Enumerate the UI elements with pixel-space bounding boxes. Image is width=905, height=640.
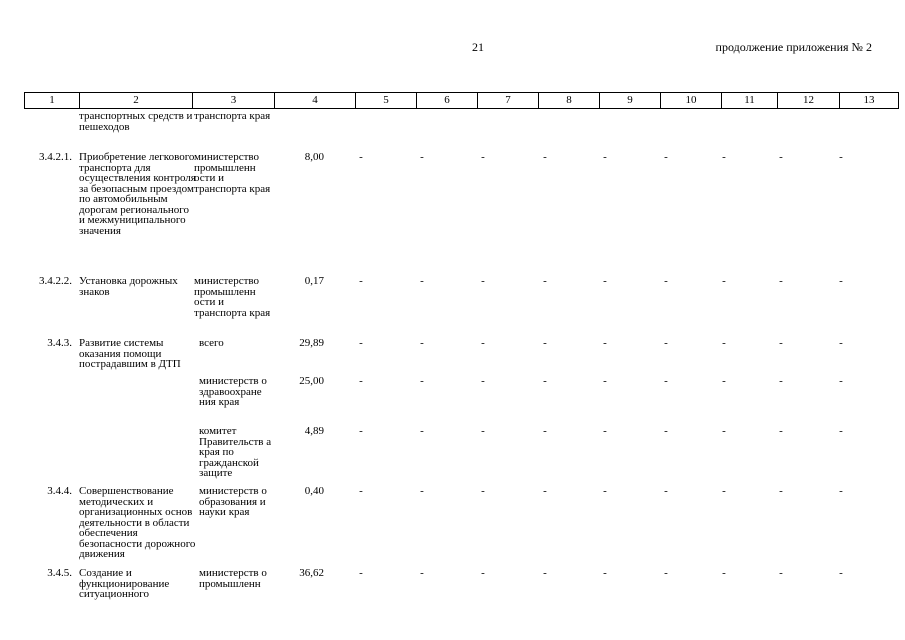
empty-cell-dash: - [722, 567, 726, 579]
row-executor: министерств о образования и науки края [199, 485, 267, 518]
empty-cell-dash: - [481, 337, 485, 349]
column-header: 10 [661, 93, 722, 109]
column-header: 2 [80, 93, 193, 109]
empty-cell-dash: - [481, 567, 485, 579]
column-header: 4 [275, 93, 356, 109]
empty-cell-dash: - [779, 375, 783, 387]
empty-cell-dash: - [722, 275, 726, 287]
empty-cell-dash: - [359, 485, 363, 497]
empty-cell-dash: - [722, 425, 726, 437]
empty-cell-dash: - [420, 567, 424, 579]
row-value: 29,89 [299, 337, 324, 349]
empty-cell-dash: - [839, 375, 843, 387]
empty-cell-dash: - [722, 337, 726, 349]
row-executor: министерство промышленн ости и транспорта края [194, 151, 271, 195]
row-number: 3.4.2.2. [39, 275, 72, 287]
row-name: Приобретение легкового транспорта для осуществления контроля за безопасным проездом по автомобильным дорогам регионального и межмуниципального значения [79, 151, 196, 237]
empty-cell-dash: - [664, 485, 668, 497]
row-executor: транспорта края [194, 110, 271, 122]
row-name: Развитие системы оказания помощи пострадавшим в ДТП [79, 337, 181, 370]
empty-cell-dash: - [603, 567, 607, 579]
empty-cell-dash: - [664, 375, 668, 387]
empty-cell-dash: - [664, 425, 668, 437]
row-executor: министерств о здравоохране ния края [199, 375, 267, 408]
row-value: 0,40 [304, 485, 324, 497]
empty-cell-dash: - [839, 567, 843, 579]
empty-cell-dash: - [359, 275, 363, 287]
empty-cell-dash: - [839, 151, 843, 163]
empty-cell-dash: - [359, 425, 363, 437]
empty-cell-dash: - [722, 151, 726, 163]
empty-cell-dash: - [420, 485, 424, 497]
column-header: 9 [600, 93, 661, 109]
column-header: 7 [478, 93, 539, 109]
row-name: Совершенствование методических и организационных основ деятельности в области обеспечения безопасности дорожного движения [79, 485, 196, 560]
column-header: 3 [193, 93, 275, 109]
row-value: 36,62 [299, 567, 324, 579]
empty-cell-dash: - [603, 275, 607, 287]
appendix-label: продолжение приложения № 2 [715, 40, 872, 54]
empty-cell-dash: - [359, 337, 363, 349]
row-name: Создание и функционирование ситуационного [79, 567, 170, 600]
column-header: 11 [722, 93, 778, 109]
empty-cell-dash: - [359, 567, 363, 579]
empty-cell-dash: - [481, 275, 485, 287]
column-header-row [24, 92, 899, 109]
empty-cell-dash: - [839, 425, 843, 437]
empty-cell-dash: - [359, 375, 363, 387]
empty-cell-dash: - [543, 337, 547, 349]
row-name: транспортных средств и пешеходов [79, 110, 193, 133]
row-executor: министерство промышленн ости и транспорта края [194, 275, 271, 319]
column-header: 13 [840, 93, 899, 109]
empty-cell-dash: - [481, 375, 485, 387]
empty-cell-dash: - [420, 337, 424, 349]
row-value: 4,89 [304, 425, 324, 437]
empty-cell-dash: - [420, 425, 424, 437]
empty-cell-dash: - [664, 567, 668, 579]
empty-cell-dash: - [543, 425, 547, 437]
empty-cell-dash: - [779, 275, 783, 287]
empty-cell-dash: - [420, 275, 424, 287]
column-header: 12 [778, 93, 840, 109]
empty-cell-dash: - [543, 375, 547, 387]
row-number: 3.4.5. [47, 567, 72, 579]
row-value: 0,17 [304, 275, 324, 287]
empty-cell-dash: - [603, 485, 607, 497]
empty-cell-dash: - [722, 485, 726, 497]
row-number: 3.4.4. [47, 485, 72, 497]
row-executor: комитет Правительств а края по гражданской защите [199, 425, 272, 479]
empty-cell-dash: - [779, 425, 783, 437]
empty-cell-dash: - [779, 567, 783, 579]
row-name: Установка дорожных знаков [79, 275, 178, 298]
row-executor: министерств о промышленн [199, 567, 267, 590]
empty-cell-dash: - [543, 275, 547, 287]
empty-cell-dash: - [839, 275, 843, 287]
empty-cell-dash: - [543, 151, 547, 163]
empty-cell-dash: - [481, 151, 485, 163]
page-number: 21 [472, 40, 484, 54]
empty-cell-dash: - [420, 375, 424, 387]
empty-cell-dash: - [603, 375, 607, 387]
empty-cell-dash: - [420, 151, 424, 163]
empty-cell-dash: - [839, 337, 843, 349]
row-value: 25,00 [299, 375, 324, 387]
empty-cell-dash: - [543, 485, 547, 497]
empty-cell-dash: - [779, 485, 783, 497]
row-number: 3.4.3. [47, 337, 72, 349]
empty-cell-dash: - [481, 485, 485, 497]
column-header: 8 [539, 93, 600, 109]
empty-cell-dash: - [722, 375, 726, 387]
empty-cell-dash: - [779, 151, 783, 163]
empty-cell-dash: - [359, 151, 363, 163]
empty-cell-dash: - [603, 337, 607, 349]
column-header: 1 [25, 93, 80, 109]
empty-cell-dash: - [664, 337, 668, 349]
empty-cell-dash: - [481, 425, 485, 437]
empty-cell-dash: - [664, 275, 668, 287]
column-header: 6 [417, 93, 478, 109]
empty-cell-dash: - [603, 425, 607, 437]
empty-cell-dash: - [839, 485, 843, 497]
row-value: 8,00 [304, 151, 324, 163]
empty-cell-dash: - [664, 151, 668, 163]
empty-cell-dash: - [543, 567, 547, 579]
empty-cell-dash: - [779, 337, 783, 349]
row-number: 3.4.2.1. [39, 151, 72, 163]
row-executor: всего [199, 337, 224, 349]
empty-cell-dash: - [603, 151, 607, 163]
column-header: 5 [356, 93, 417, 109]
